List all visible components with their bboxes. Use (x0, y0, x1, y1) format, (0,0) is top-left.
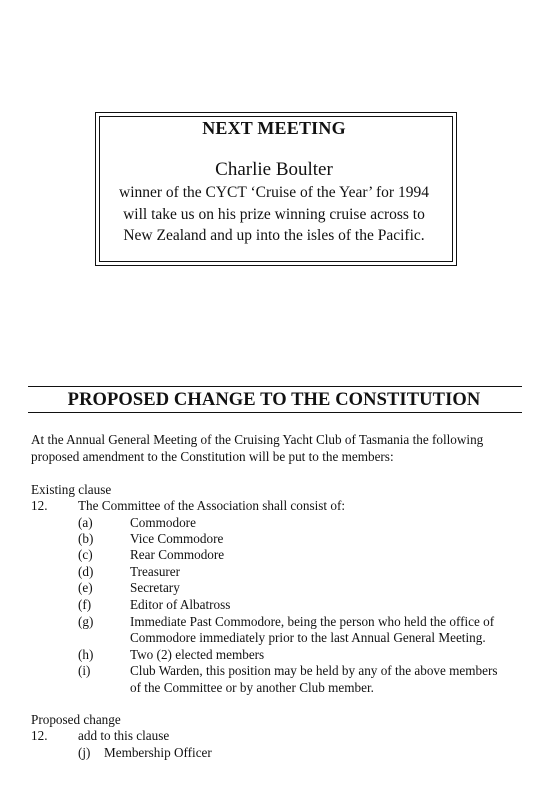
next-meeting-line-3: New Zealand and up into the isles of the Pacific. (123, 227, 425, 244)
next-meeting-line-1: winner of the CYCT ‘Cruise of the Year’ for 1994 (119, 184, 429, 201)
item-text-i-line-2: of the Committee or by another Club member. (130, 680, 374, 695)
item-label-j: (j) (78, 745, 91, 760)
item-text-f: Editor of Albatross (130, 597, 231, 612)
item-text-h: Two (2) elected members (130, 647, 265, 662)
item-label-b: (b) (78, 531, 94, 546)
item-label-h: (h) (78, 647, 94, 662)
proposed-change-heading: Proposed change (31, 712, 121, 727)
item-text-d: Treasurer (130, 564, 181, 579)
existing-clause-number: 12. (31, 498, 48, 513)
section-title: PROPOSED CHANGE TO THE CONSTITUTION (67, 390, 481, 410)
section-rule-top (28, 386, 522, 387)
next-meeting-title: NEXT MEETING (202, 118, 346, 138)
item-text-i-line-1: Club Warden, this position may be held by any of the above members (130, 663, 498, 678)
existing-clause-heading: Existing clause (31, 482, 112, 497)
speaker-name: Charlie Boulter (215, 159, 333, 180)
existing-clause-text: The Committee of the Association shall consist of: (78, 498, 346, 513)
item-label-i: (i) (78, 663, 91, 678)
item-text-g-line-1: Immediate Past Commodore, being the person who held the office of (130, 614, 495, 629)
intro-line-2: proposed amendment to the Constitution will be put to the members: (31, 449, 394, 464)
item-label-d: (d) (78, 564, 94, 579)
item-label-c: (c) (78, 547, 93, 562)
item-label-f: (f) (78, 597, 92, 612)
intro-line-1: At the Annual General Meeting of the Cruising Yacht Club of Tasmania the following (31, 432, 484, 447)
item-label-g: (g) (78, 614, 94, 629)
item-text-b: Vice Commodore (130, 531, 224, 546)
item-label-e: (e) (78, 580, 93, 595)
item-text-c: Rear Commodore (130, 547, 225, 562)
section-rule-bottom (28, 412, 522, 413)
proposed-clause-number: 12. (31, 728, 48, 743)
item-label-a: (a) (78, 515, 93, 530)
item-text-a: Commodore (130, 515, 196, 530)
next-meeting-line-2: will take us on his prize winning cruise across to (123, 206, 425, 223)
item-text-g-line-2: Commodore immediately prior to the last Annual General Meeting. (130, 630, 486, 645)
item-text-e: Secretary (130, 580, 180, 595)
item-text-j: Membership Officer (104, 745, 212, 760)
proposed-clause-text: add to this clause (78, 728, 170, 743)
